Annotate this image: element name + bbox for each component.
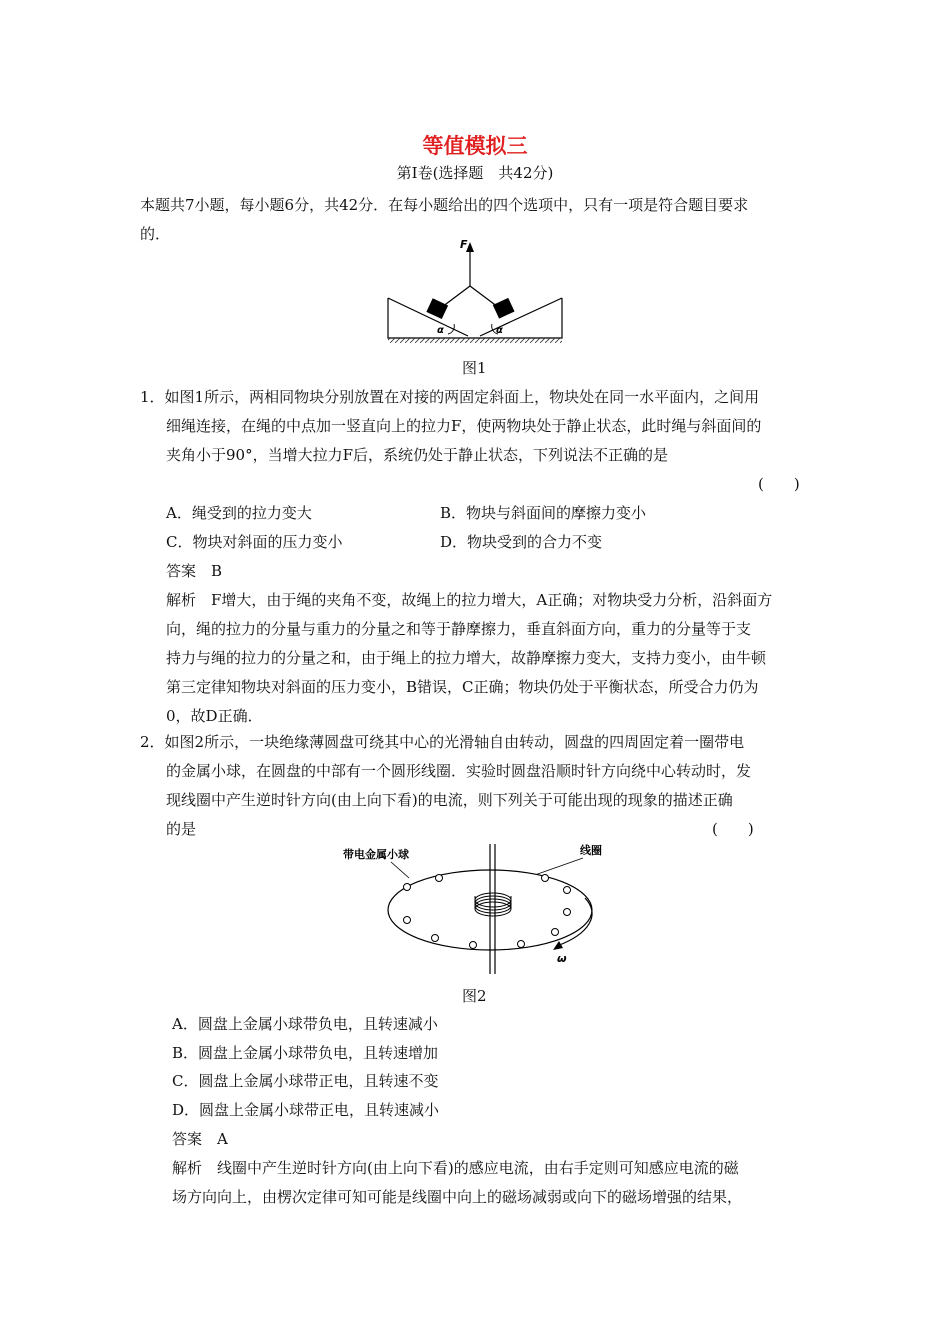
q1-analysis-line: 向，绳的拉力的分量与重力的分量之和等于静摩擦力，垂直斜面方向，重力的分量等于支 xyxy=(166,620,752,638)
q1-option-b: B．物块与斜面间的摩擦力变小 xyxy=(440,504,647,522)
q1-analysis-line: 解析 F增大，由于绳的夹角不变，故绳上的拉力增大，A正确；对物块受力分析，沿斜面方 xyxy=(166,591,773,609)
q2-analysis-line: 解析 线圈中产生逆时针方向(由上向下看)的感应电流，由右手定则可知感应电流的磁 xyxy=(172,1159,739,1177)
angle-label-right: α xyxy=(496,325,503,336)
q2-answer: 答案 A xyxy=(172,1130,228,1148)
q1-option-d: D．物块受到的合力不变 xyxy=(440,533,603,551)
ball-label: 带电金属小球 xyxy=(343,848,409,861)
figure-2-caption: 图2 xyxy=(462,987,487,1005)
force-label: F xyxy=(460,238,468,251)
q1-line: 细绳连接，在绳的中点加一竖直向上的拉力F，使两物块处于静止状态，此时绳与斜面间的 xyxy=(166,417,762,435)
section-subtitle: 第Ⅰ卷(选择题 共42分) xyxy=(396,164,554,182)
page-title: 等值模拟三 xyxy=(422,134,528,158)
q1-analysis-line: 0，故D正确． xyxy=(166,707,263,725)
q1-analysis-line: 第三定律知物块对斜面的压力变小，B错误，C正确；物块仍处于平衡状态，所受合力仍为 xyxy=(166,678,759,696)
figure-1 xyxy=(380,238,570,350)
q2-option-d: D．圆盘上金属小球带正电，且转速减小 xyxy=(172,1101,440,1119)
figure-2 xyxy=(335,840,615,978)
q2-option-b: B．圆盘上金属小球带负电，且转速增加 xyxy=(172,1044,439,1062)
coil-label: 线圈 xyxy=(580,844,602,857)
q1-line: 1．如图1所示，两相同物块分别放置在对接的两固定斜面上，物块处在同一水平面内，之间用 xyxy=(140,388,760,406)
q1-answer: 答案 B xyxy=(166,562,223,580)
q2-line: 的是 xyxy=(166,820,197,838)
q2-line: 的金属小球，在圆盘的中部有一个圆形线圈．实验时圆盘沿顺时针方向绕中心转动时，发 xyxy=(166,762,752,780)
q2-option-a: A．圆盘上金属小球带负电，且转速减小 xyxy=(172,1015,438,1033)
q1-option-a: A．绳受到的拉力变大 xyxy=(166,504,312,522)
intro-line: 本题共7小题，每小题6分，共42分．在每小题给出的四个选项中，只有一项是符合题目要求 xyxy=(140,196,749,214)
q2-analysis-line: 场方向向上，由楞次定律可知可能是线圈中向上的磁场减弱或向下的磁场增强的结果， xyxy=(172,1188,743,1206)
intro-line: 的． xyxy=(140,225,171,243)
omega-label: ω xyxy=(557,952,567,965)
figure-1-caption: 图1 xyxy=(462,359,487,377)
angle-label-left: α xyxy=(437,325,444,336)
q1-answer-blank: ( ) xyxy=(758,475,800,493)
q1-line: 夹角小于90°，当增大拉力F后，系统仍处于静止状态，下列说法不正确的是 xyxy=(166,446,668,464)
q1-option-c: C．物块对斜面的压力变小 xyxy=(166,533,343,551)
q1-analysis-line: 持力与绳的拉力的分量之和，由于绳上的拉力增大，故静摩擦力变大，支持力变小，由牛顿 xyxy=(166,649,767,667)
q2-answer-blank: ( ) xyxy=(712,820,754,838)
q2-option-c: C．圆盘上金属小球带正电，且转速不变 xyxy=(172,1072,439,1090)
q2-line: 现线圈中产生逆时针方向(由上向下看)的电流，则下列关于可能出现的现象的描述正确 xyxy=(166,791,733,809)
q2-line: 2．如图2所示，一块绝缘薄圆盘可绕其中心的光滑轴自由转动，圆盘的四周固定着一圈带电 xyxy=(140,733,745,751)
